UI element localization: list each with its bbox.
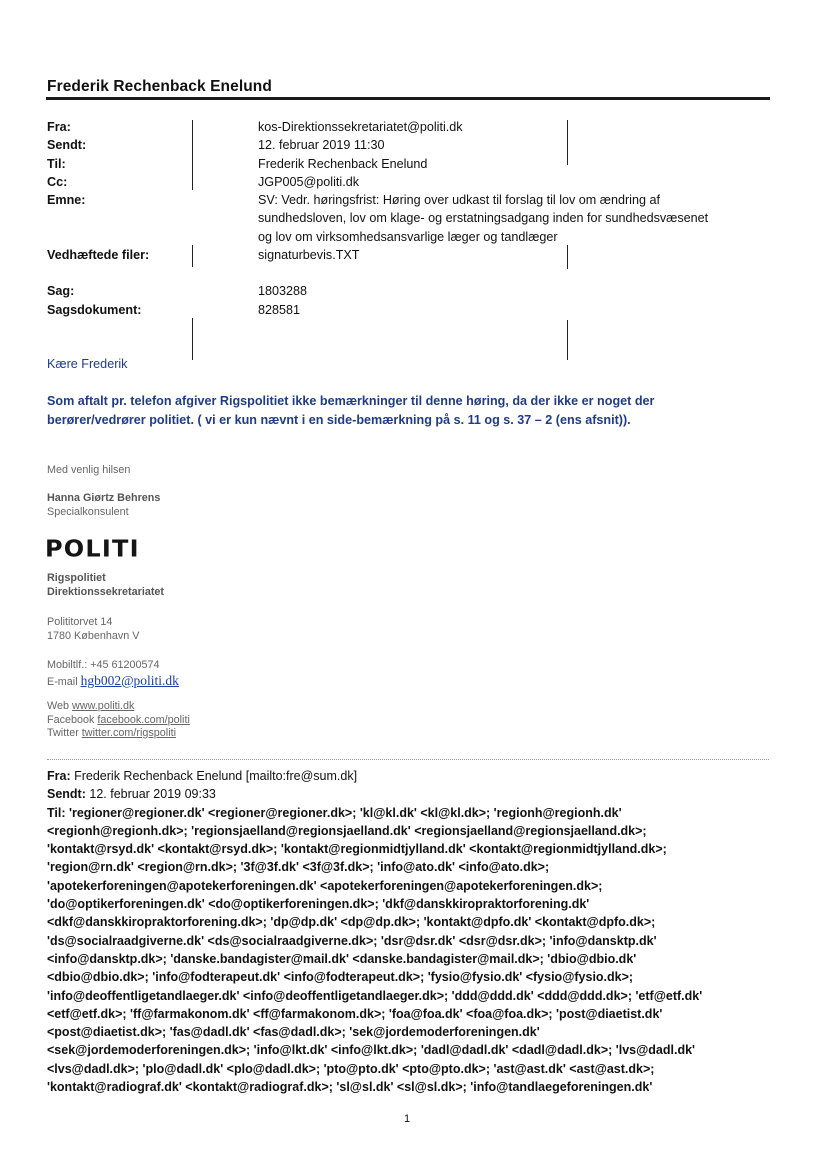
body-line: berører/vedrører politiet. ( vi er kun nævnt i en side-bemærkning på s. 11 og s. 37 – 2 (ens afsnit)).	[47, 412, 631, 427]
scan-line-mark	[192, 318, 193, 360]
header-to-row	[47, 155, 777, 173]
contact-block	[47, 659, 179, 689]
twitter-link[interactable]: twitter.com/rigspoliti	[81, 727, 176, 739]
organization-block	[47, 572, 164, 599]
header-attachments-row	[47, 246, 777, 264]
case-label: Sag:	[47, 284, 75, 299]
recipient-line: <sek@jordemoderforeningen.dk>; 'info@lkt.dk' <info@lkt.dk>; 'dadl@dadl.dk' <dadl@dadl.dk>; 'lvs@dadl.dk'	[47, 1043, 696, 1058]
sent-value: 12. februar 2019 11:30	[258, 138, 385, 153]
fwd-sent-label: Sendt:	[47, 787, 86, 802]
email-label: E-mail	[47, 675, 78, 688]
facebook-link[interactable]: facebook.com/politi	[97, 713, 190, 726]
separator	[47, 759, 769, 760]
org-line: Rigspolitiet	[47, 572, 106, 584]
web-link[interactable]: www.politi.dk	[72, 700, 135, 712]
email-header	[47, 118, 777, 319]
closing: Med venlig hilsen	[47, 464, 131, 476]
body-line: Som aftalt pr. telefon afgiver Rigspolitiet ikke bemærkninger til denne høring, da der ikke er noget der	[47, 394, 655, 408]
greeting: Kære Frederik	[47, 357, 128, 371]
web-label: Web	[47, 700, 70, 712]
signer-name: Hanna Giørtz Behrens	[47, 492, 161, 504]
attachments-label: Vedhæftede filer:	[47, 248, 150, 263]
to-label: Til:	[47, 156, 66, 171]
from-value: kos-Direktionssekretariatet@politi.dk	[258, 120, 463, 134]
mobile-number: Mobiltlf.: +45 61200574	[47, 659, 160, 671]
header-from-row	[47, 118, 777, 136]
header-sent-row	[47, 136, 777, 154]
subject-value	[258, 191, 763, 246]
web-block	[47, 700, 190, 741]
politi-logo: POLITI	[45, 535, 140, 563]
fwd-to-block	[47, 804, 767, 1097]
message-body	[47, 392, 747, 429]
recipient-line: <dkf@danskkiropraktorforening.dk>; 'dp@dp.dk' <dp@dp.dk>; 'kontakt@dpfo.dk' <kontakt@dpfo.dk>;	[47, 915, 656, 930]
header-cc-row	[47, 173, 777, 191]
fwd-from-row	[47, 767, 767, 785]
forwarded-message	[47, 767, 767, 1096]
recipient-line: 'kontakt@rsyd.dk' <kontakt@rsyd.dk>; 'kontakt@regionmidtjylland.dk' <kontakt@regionmidtjylland.dk>;	[47, 842, 667, 857]
header-casedoc-row	[47, 301, 777, 319]
page-number: 1	[404, 1113, 411, 1125]
recipient-line: <etf@etf.dk>; 'ff@farmakonom.dk' <ff@farmakonom.dk>; 'foa@foa.dk' <foa@foa.dk>; 'post@diaetist.dk'	[47, 1006, 663, 1021]
address-block	[47, 616, 139, 643]
header-case-row	[47, 282, 777, 300]
sent-label: Sendt:	[47, 138, 87, 153]
from-label: Fra:	[47, 120, 71, 134]
casedoc-label: Sagsdokument:	[47, 302, 142, 317]
fwd-sent-row	[47, 785, 767, 803]
address-line: Polititorvet 14	[47, 616, 113, 628]
fwd-sent-value: 12. februar 2019 09:33	[89, 787, 216, 802]
recipient-line: 'apotekerforeningen@apotekerforeningen.dk' <apotekerforeningen@apotekerforeningen.dk>;	[47, 878, 603, 893]
recipient-line: 'kontakt@radiograf.dk' <kontakt@radiograf.dk>; 'sl@sl.dk' <sl@sl.dk>; 'info@tandlaegeforeningen.dk'	[47, 1080, 653, 1095]
cc-value: JGP005@politi.dk	[258, 174, 359, 189]
attachment-file[interactable]: signaturbevis.TXT	[258, 248, 360, 263]
email-link[interactable]: hgb002@politi.dk	[80, 672, 179, 688]
casedoc-value: 828581	[258, 302, 301, 317]
fwd-to-label: Til:	[47, 805, 66, 820]
cc-label: Cc:	[47, 174, 68, 189]
recipient-line: 'info@deoffentligetandlaeger.dk' <info@deoffentligetandlaeger.dk>; 'ddd@ddd.dk' <ddd@ddd.dk>; 'etf@etf.dk'	[47, 988, 703, 1003]
scan-line-mark	[567, 320, 568, 360]
fwd-from-value: Frederik Rechenback Enelund [mailto:fre@sum.dk]	[74, 769, 358, 783]
subject-line: og lov om virksomhedsansvarlige læger og tandlæger	[258, 229, 558, 244]
header-rule	[46, 97, 770, 100]
recipient-line: <regionh@regionh.dk>; 'regionsjaelland@regionsjaelland.dk' <regionsjaelland@regionsjaelland.dk>;	[47, 823, 647, 838]
facebook-label: Facebook	[47, 713, 95, 726]
to-value: Frederik Rechenback Enelund	[258, 156, 428, 171]
recipient-line: <post@diaetist.dk>; 'fas@dadl.dk' <fas@dadl.dk>; 'sek@jordemoderforeningen.dk'	[47, 1025, 540, 1040]
twitter-label: Twitter	[47, 727, 79, 739]
recipient-line: 'do@optikerforeningen.dk' <do@optikerforeningen.dk>; 'dkf@danskkiropraktorforening.dk'	[47, 897, 590, 912]
address-line: 1780 København V	[47, 629, 140, 642]
subject-label: Emne:	[47, 193, 86, 208]
subject-line: sundhedsloven, lov om klage- og erstatningsadgang inden for sundhedsvæsenet	[258, 211, 709, 226]
fwd-from-label: Fra:	[47, 769, 71, 783]
sender-name: Frederik Rechenback Enelund	[47, 78, 272, 95]
subject-line: SV: Vedr. høringsfrist: Høring over udkast til forslag til lov om ændring af	[258, 193, 660, 208]
recipient-line: <dbio@dbio.dk>; 'info@fodterapeut.dk' <info@fodterapeut.dk>; 'fysio@fysio.dk' <fysio@fysio.dk>;	[47, 970, 634, 985]
signer-title: Specialkonsulent	[47, 505, 129, 518]
recipient-line: 'regioner@regioner.dk' <regioner@regioner.dk>; 'kl@kl.dk' <kl@kl.dk>; 'regionh@regionh.dk'	[69, 805, 622, 820]
signer-block	[47, 492, 160, 519]
recipient-line: <lvs@dadl.dk>; 'plo@dadl.dk' <plo@dadl.dk>; 'pto@pto.dk' <pto@pto.dk>; 'ast@ast.dk' <ast@ast.dk>;	[47, 1061, 655, 1076]
case-value: 1803288	[258, 284, 308, 299]
recipient-line: 'region@rn.dk' <region@rn.dk>; '3f@3f.dk' <3f@3f.dk>; 'info@ato.dk' <info@ato.dk>;	[47, 860, 550, 875]
recipient-line: <info@dansktp.dk>; 'danske.bandagister@mail.dk' <danske.bandagister@mail.dk>; 'dbio@dbio.dk'	[47, 951, 637, 966]
header-subject-row	[47, 191, 777, 246]
org-line: Direktionssekretariatet	[47, 585, 165, 598]
recipient-line: 'ds@socialraadgiverne.dk' <ds@socialraadgiverne.dk>; 'dsr@dsr.dk' <dsr@dsr.dk>; 'info@dansktp.dk'	[47, 933, 657, 948]
